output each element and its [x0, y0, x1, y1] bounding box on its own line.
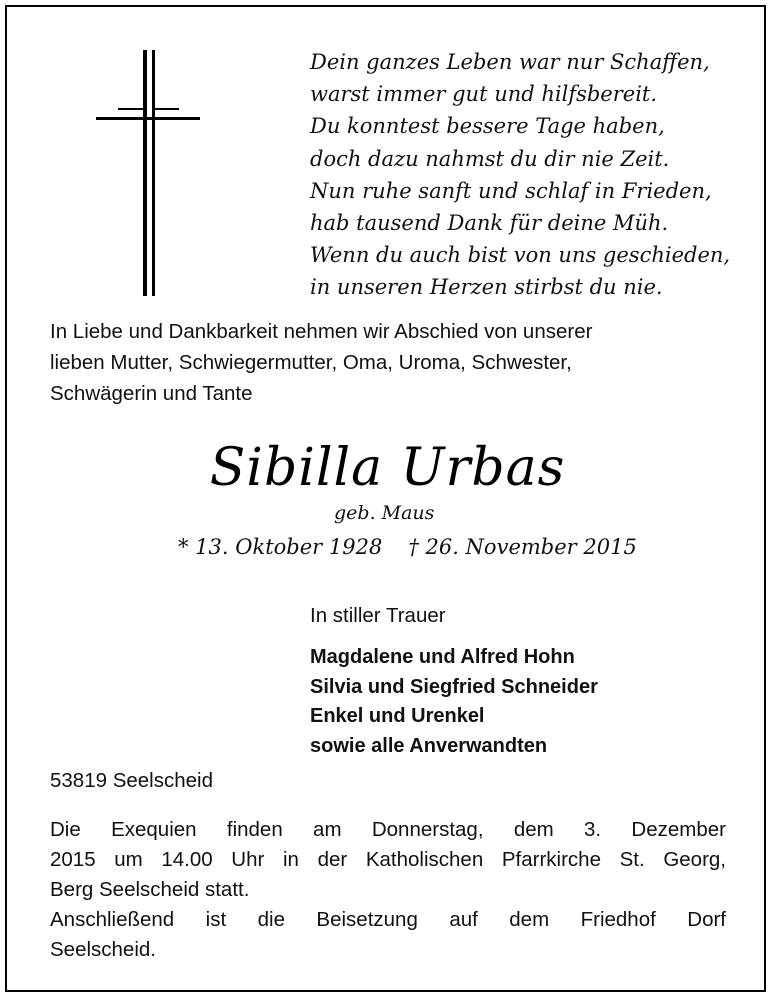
- family-line: sowie alle Anverwandten: [310, 734, 548, 757]
- family-list: [310, 643, 598, 761]
- cross-icon: [96, 50, 200, 296]
- intro-line: lieben Mutter, Schwiegermutter, Oma, Uroma, Schwester,: [50, 351, 572, 374]
- info-line: Berg Seelscheid statt.: [50, 878, 250, 901]
- poem-line: hab tausend Dank für deine Müh.: [310, 211, 669, 236]
- poem-line: Wenn du auch bist von uns geschieden,: [310, 243, 731, 268]
- info-line: 2015 um 14.00 Uhr in der Katholischen Pfarrkirche St. Georg,: [50, 848, 726, 871]
- family-line: Magdalene und Alfred Hohn: [310, 646, 575, 668]
- intro-line: In Liebe und Dankbarkeit nehmen wir Abschied von unserer: [50, 320, 593, 343]
- death-date: † 26. November 2015: [408, 535, 637, 559]
- poem-line: doch dazu nahmst du dir nie Zeit.: [310, 146, 670, 171]
- birth-name: geb. Maus: [334, 502, 435, 524]
- birth-date: * 13. Oktober 1928: [178, 535, 383, 559]
- info-line: Anschließend ist die Beisetzung auf dem Friedhof Dorf: [50, 908, 726, 931]
- intro-line: Schwägerin und Tante: [50, 382, 253, 405]
- life-dates: [178, 535, 638, 559]
- mourning-label: In stiller Trauer: [310, 604, 446, 627]
- poem-line: in unseren Herzen stirbst du nie.: [310, 275, 663, 300]
- info-line: Die Exequien finden am Donnerstag, dem 3. Dezember: [50, 818, 726, 841]
- family-line: Enkel und Urenkel: [310, 705, 485, 727]
- deceased-name: Sibilla Urbas: [209, 438, 566, 498]
- poem-line: Nun ruhe sanft und schlaf in Frieden,: [310, 178, 712, 203]
- intro-text: [50, 316, 726, 409]
- poem: [310, 46, 750, 304]
- family-line: Silvia und Siegfried Schneider: [310, 675, 598, 698]
- info-line: Seelscheid.: [50, 938, 156, 961]
- poem-line: warst immer gut und hilfsbereit.: [310, 82, 658, 107]
- poem-line: Dein ganzes Leben war nur Schaffen,: [310, 50, 710, 74]
- funeral-info: [50, 815, 726, 965]
- place: 53819 Seelscheid: [50, 769, 213, 792]
- poem-line: Du konntest bessere Tage haben,: [310, 114, 665, 139]
